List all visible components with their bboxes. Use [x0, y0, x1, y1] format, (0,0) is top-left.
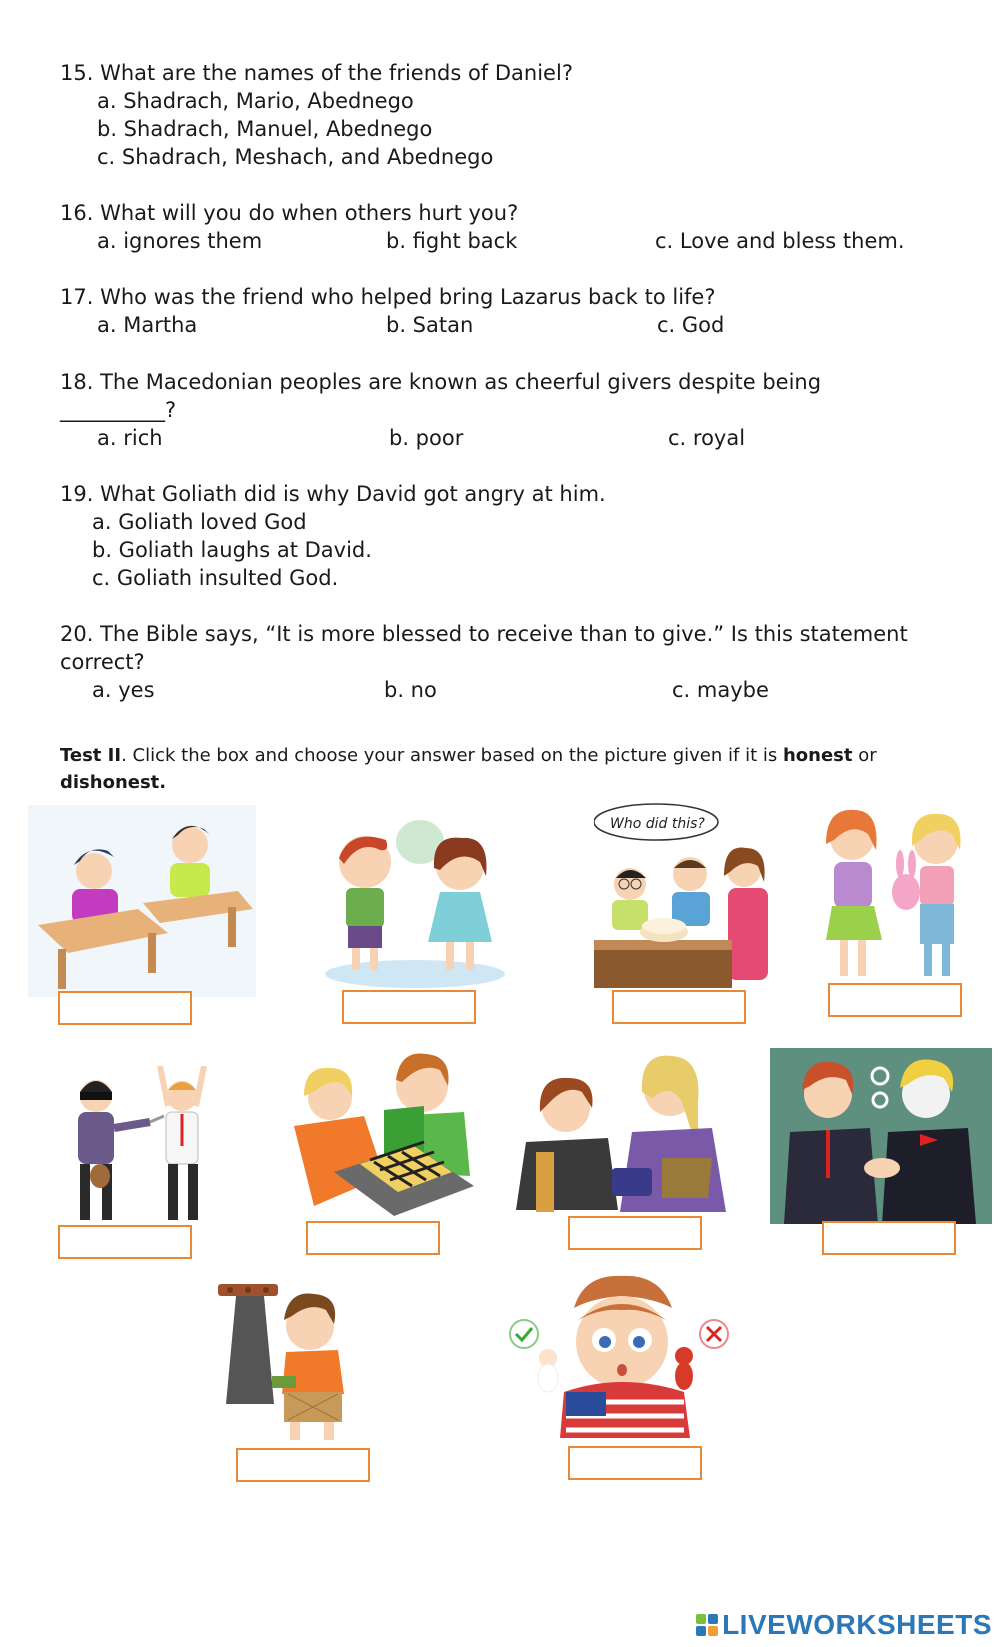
- q16-option-b: b. fight back: [386, 229, 518, 253]
- dishonest-word: dishonest.: [60, 772, 167, 793]
- q16-option-c: c. Love and bless them.: [655, 229, 905, 253]
- picture-girls-bunny: [812, 800, 972, 984]
- question-18-blank: __________?: [60, 398, 177, 422]
- q15-option-c: c. Shadrach, Meshach, and Abednego: [97, 145, 494, 169]
- q19-option-c: c. Goliath insulted God.: [92, 566, 339, 590]
- question-17-stem: 17. Who was the friend who helped bring Lazarus back to life?: [60, 285, 716, 309]
- question-18-stem: 18. The Macedonian peoples are known as cheerful givers despite being: [60, 370, 822, 394]
- picture-boy-girl-talking: [320, 812, 510, 992]
- q19-option-a: a. Goliath loved God: [92, 510, 307, 534]
- answer-box-7[interactable]: [568, 1216, 702, 1250]
- question-20-stem-cont: correct?: [60, 650, 145, 674]
- logo-text: LIVEWORKSHEETS: [722, 1609, 992, 1640]
- test2-or: or: [852, 745, 877, 766]
- question-19-stem: 19. What Goliath did is why David got angry at him.: [60, 482, 606, 506]
- picture-wallet-return: [512, 1042, 738, 1222]
- answer-box-10[interactable]: [568, 1446, 702, 1480]
- q17-option-b: b. Satan: [386, 313, 474, 337]
- picture-who-did-this: [594, 802, 794, 992]
- answer-box-3[interactable]: [612, 990, 746, 1024]
- q20-option-a: a. yes: [92, 678, 155, 702]
- picture-coat-money: [212, 1274, 372, 1446]
- test2-label: Test II: [60, 745, 122, 766]
- honest-word: honest: [782, 745, 853, 766]
- question-20-stem: 20. The Bible says, “It is more blessed to receive than to give.” Is this statement: [60, 622, 908, 646]
- q17-option-c: c. God: [657, 313, 725, 337]
- q20-option-b: b. no: [384, 678, 437, 702]
- q19-option-b: b. Goliath laughs at David.: [92, 538, 372, 562]
- question-16-stem: 16. What will you do when others hurt you?: [60, 201, 519, 225]
- liveworksheets-logo: [696, 1609, 992, 1641]
- picture-cheating-test: [28, 805, 256, 997]
- q16-option-a: a. ignores them: [97, 229, 263, 253]
- q18-option-a: a. rich: [97, 426, 163, 450]
- answer-box-8[interactable]: [822, 1221, 956, 1255]
- logo-icon: [696, 1614, 718, 1636]
- answer-box-4[interactable]: [828, 983, 962, 1017]
- answer-box-6[interactable]: [306, 1221, 440, 1255]
- picture-chess-game: [274, 1046, 474, 1236]
- answer-box-2[interactable]: [342, 990, 476, 1024]
- q17-option-a: a. Martha: [97, 313, 198, 337]
- q15-option-a: a. Shadrach, Mario, Abednego: [97, 89, 414, 113]
- picture-angel-devil-choice: [504, 1268, 736, 1446]
- answer-box-9[interactable]: [236, 1448, 370, 1482]
- question-15-stem: 15. What are the names of the friends of Daniel?: [60, 61, 573, 85]
- q20-option-c: c. maybe: [672, 678, 769, 702]
- test2-text: . Click the box and choose your answer based on the picture given if it is: [121, 745, 783, 766]
- picture-robbery: [50, 1066, 220, 1232]
- answer-box-1[interactable]: [58, 991, 192, 1025]
- q18-option-b: b. poor: [389, 426, 464, 450]
- picture-two-faced: [770, 1048, 992, 1224]
- q18-option-c: c. royal: [668, 426, 746, 450]
- q15-option-b: b. Shadrach, Manuel, Abednego: [97, 117, 433, 141]
- test2-instructions: [60, 742, 940, 796]
- answer-box-5[interactable]: [58, 1225, 192, 1259]
- speech-bubble-text: Who did this?: [610, 816, 705, 832]
